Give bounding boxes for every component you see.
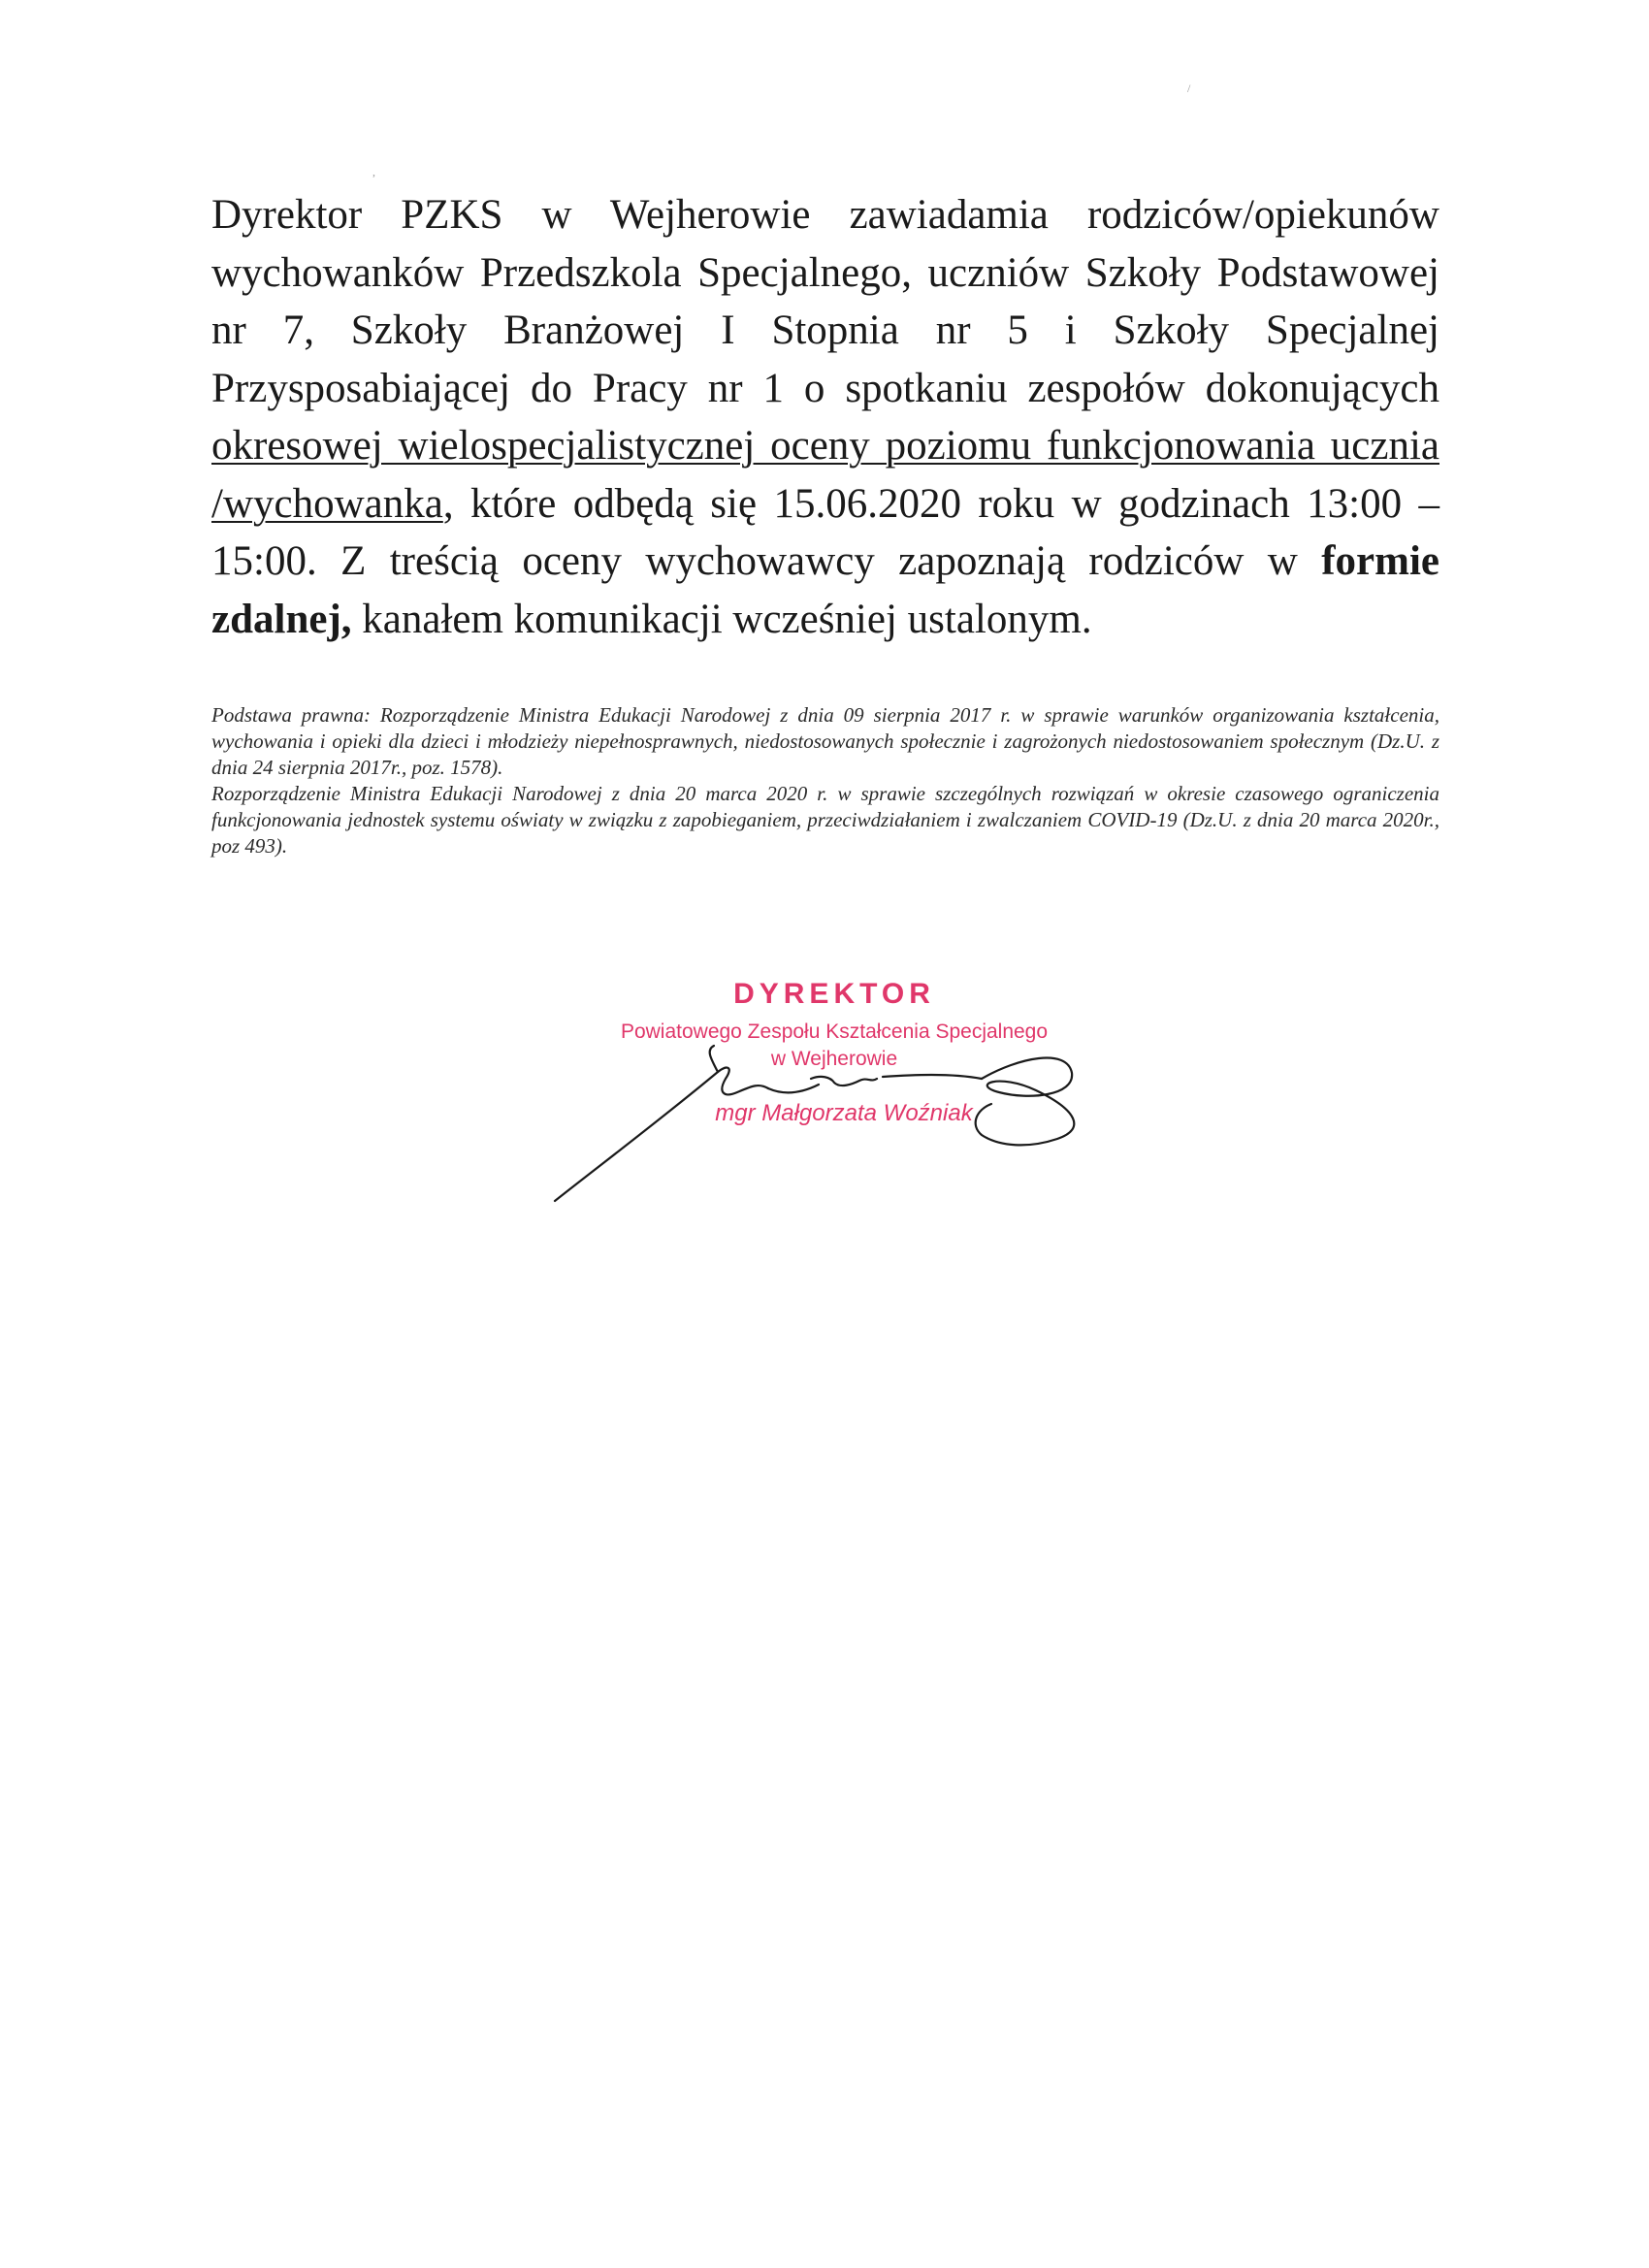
legal-basis-paragraph-2: Rozporządzenie Ministra Edukacji Narodowej z dnia 20 marca 2020 r. w sprawie szczególnych rozwiązań w okresie czasowego ograniczenia funkcjonowania jednostek systemu oświaty w związku z zapobieganiem, przeciwdziałaniem i zwalczaniem COVID-19 (Dz.U. z dnia 20 marca 2020r., poz 493).	[211, 782, 1439, 858]
announcement-text	[211, 186, 1439, 648]
announcement-underlined: okresowej wielospecjalistycznej oceny poziomu funkcjonowania ucznia /wychowanka	[211, 423, 1439, 527]
stamp-institution: Powiatowego Zespołu Kształcenia Specjalnego	[620, 1021, 1049, 1043]
announcement-part2: , które odbędą się 15.06.2020 roku w godzinach 13:00 – 15:00. Z treścią oceny wychowawcy zapoznają rodziców w	[211, 480, 1439, 584]
announcement-part1: Dyrektor PZKS w Wejherowie zawiadamia rodziców/opiekunów wychowanków Przedszkola Specjalnego, uczniów Szkoły Podstawowej nr 7, Szkoły Branżowej I Stopnia nr 5 i Szkoły Specjalnej Przysposabiającej do Pracy nr 1 o spotkaniu zespołów dokonujących	[211, 192, 1439, 411]
announcement-part3: kanałem komunikacji wcześniej ustalonym.	[351, 596, 1092, 642]
stamp-director-name: mgr Małgorzata Woźniak	[715, 1100, 973, 1126]
stamp-location: w Wejherowie	[770, 1048, 898, 1070]
stamp-title: DYREKTOR	[733, 978, 935, 1010]
legal-basis	[211, 702, 1439, 859]
legal-basis-paragraph-1: Podstawa prawna: Rozporządzenie Ministra Edukacji Narodowej z dnia 09 sierpnia 2017 r. w sprawie warunków organizowania kształcenia, wychowania i opieki dla dzieci i młodzieży niepełnosprawnych, niedostosowanych społecznie i zagrożonych niedostosowaniem społecznym (Dz.U. z dnia 24 sierpnia 2017r., poz. 1578).	[211, 703, 1439, 779]
announcement-bold: formie zdalnej,	[211, 538, 1439, 642]
handwritten-signature	[543, 1028, 1086, 1213]
scan-speck: ,	[372, 165, 375, 178]
scan-speck: /	[1187, 81, 1191, 95]
